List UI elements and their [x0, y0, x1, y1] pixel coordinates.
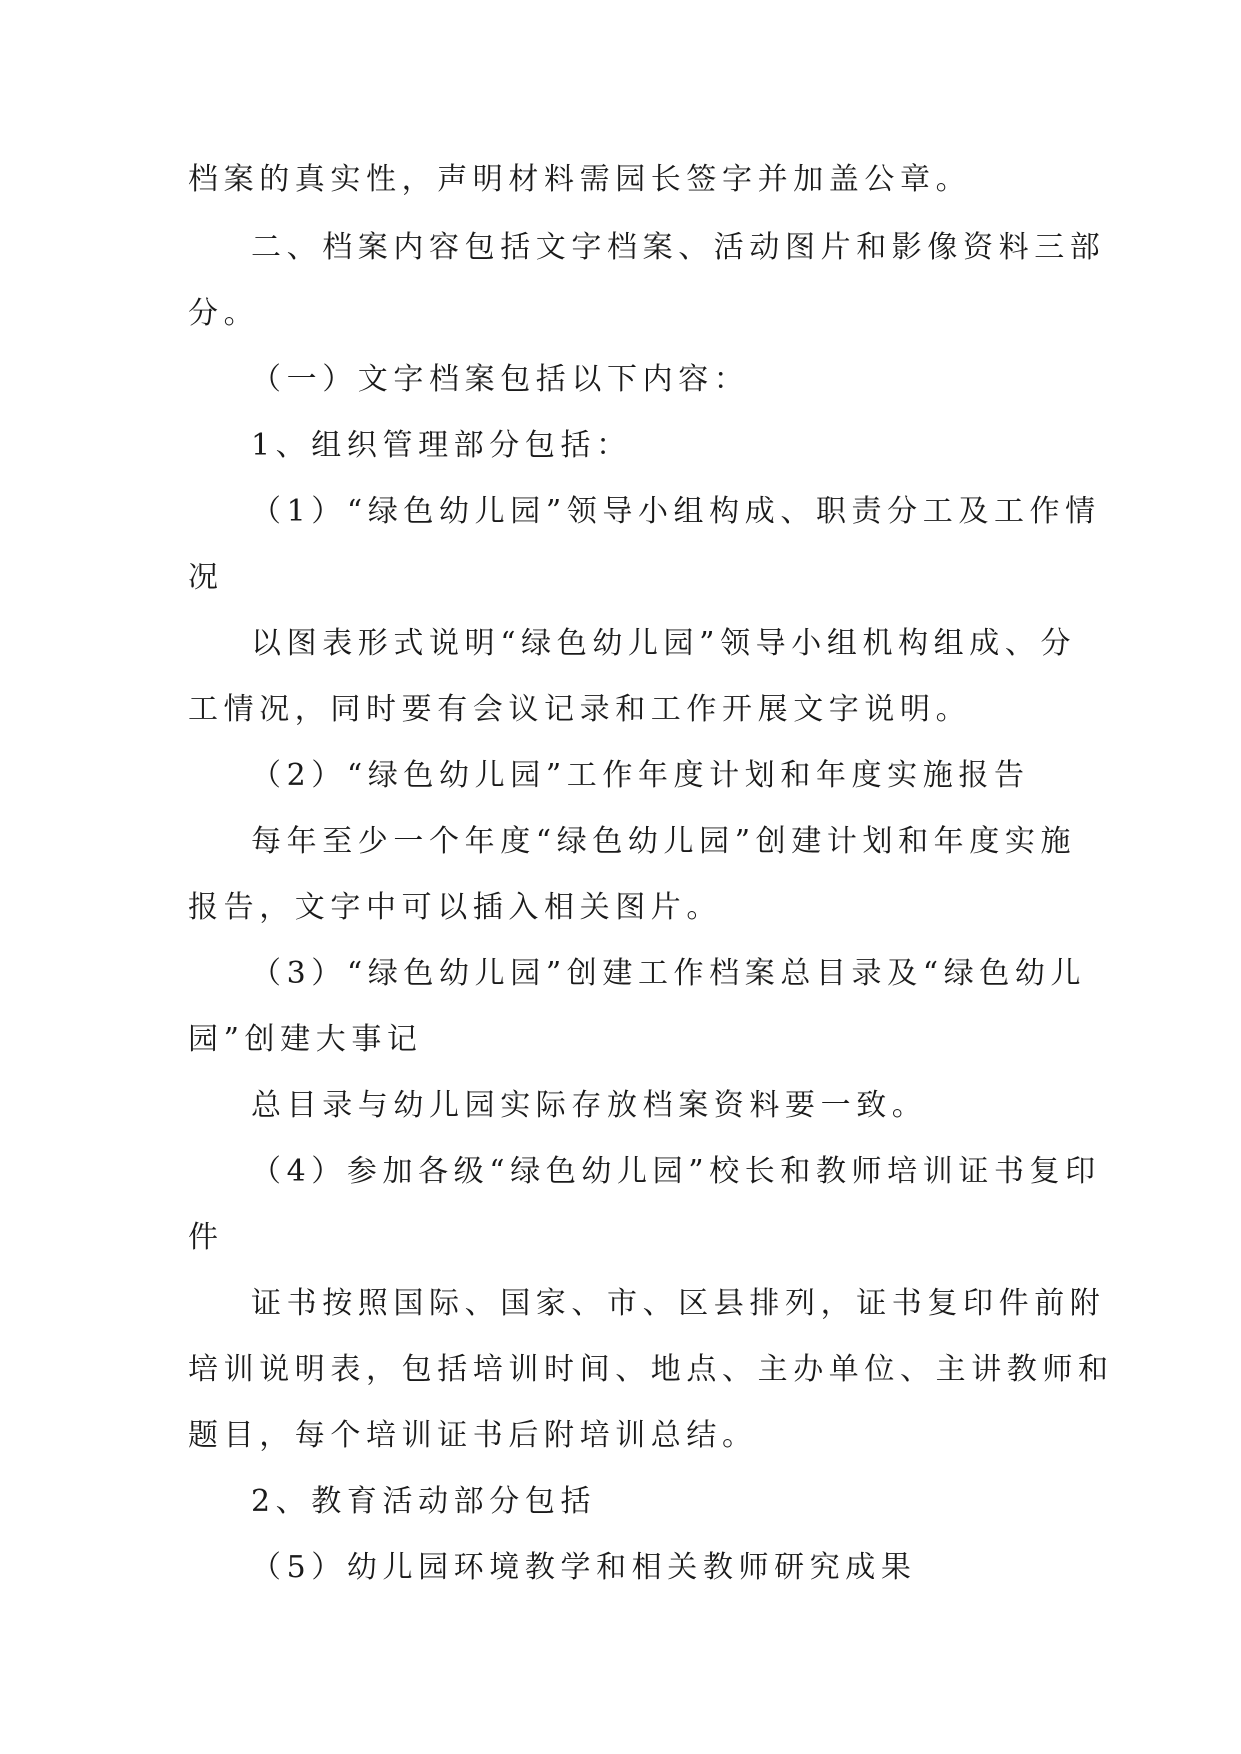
section-heading: （一）文字档案包括以下内容：	[251, 362, 750, 397]
subsection-heading: 1、组织管理部分包括：	[251, 428, 632, 463]
item-heading: （2）“绿色幼儿园”工作年度计划和年度实施报告	[251, 758, 1030, 793]
item-heading-continued: 件	[188, 1220, 224, 1255]
text-line: 二、档案内容包括文字档案、活动图片和影像资料三部	[251, 230, 1106, 265]
text-line: 总目录与幼儿园实际存放档案资料要一致。	[251, 1088, 928, 1123]
text-line: 培训说明表，包括培训时间、地点、主办单位、主讲教师和	[188, 1352, 1114, 1387]
subsection-heading: 2、教育活动部分包括	[251, 1484, 597, 1519]
text-line: 题目，每个培训证书后附培训总结。	[188, 1418, 758, 1453]
text-line: 证书按照国际、国家、市、区县排列，证书复印件前附	[251, 1286, 1106, 1321]
text-line: 以图表形式说明“绿色幼儿园”领导小组机构组成、分	[251, 626, 1077, 661]
text-line: 分。	[188, 296, 260, 331]
text-line: 每年至少一个年度“绿色幼儿园”创建计划和年度实施	[251, 824, 1077, 859]
item-heading: （1）“绿色幼儿园”领导小组构成、职责分工及工作情	[251, 494, 1101, 529]
item-heading: （5）幼儿园环境教学和相关教师研究成果	[251, 1550, 917, 1585]
item-heading: （4）参加各级“绿色幼儿园”校长和教师培训证书复印	[251, 1154, 1101, 1189]
item-heading-continued: 园”创建大事记	[188, 1022, 423, 1057]
item-heading: （3）“绿色幼儿园”创建工作档案总目录及“绿色幼儿	[251, 956, 1087, 991]
text-line: 工情况，同时要有会议记录和工作开展文字说明。	[188, 692, 972, 727]
item-heading-continued: 况	[188, 560, 224, 595]
text-line: 档案的真实性，声明材料需园长签字并加盖公章。	[188, 162, 972, 197]
text-line: 报告，文字中可以插入相关图片。	[188, 890, 722, 925]
